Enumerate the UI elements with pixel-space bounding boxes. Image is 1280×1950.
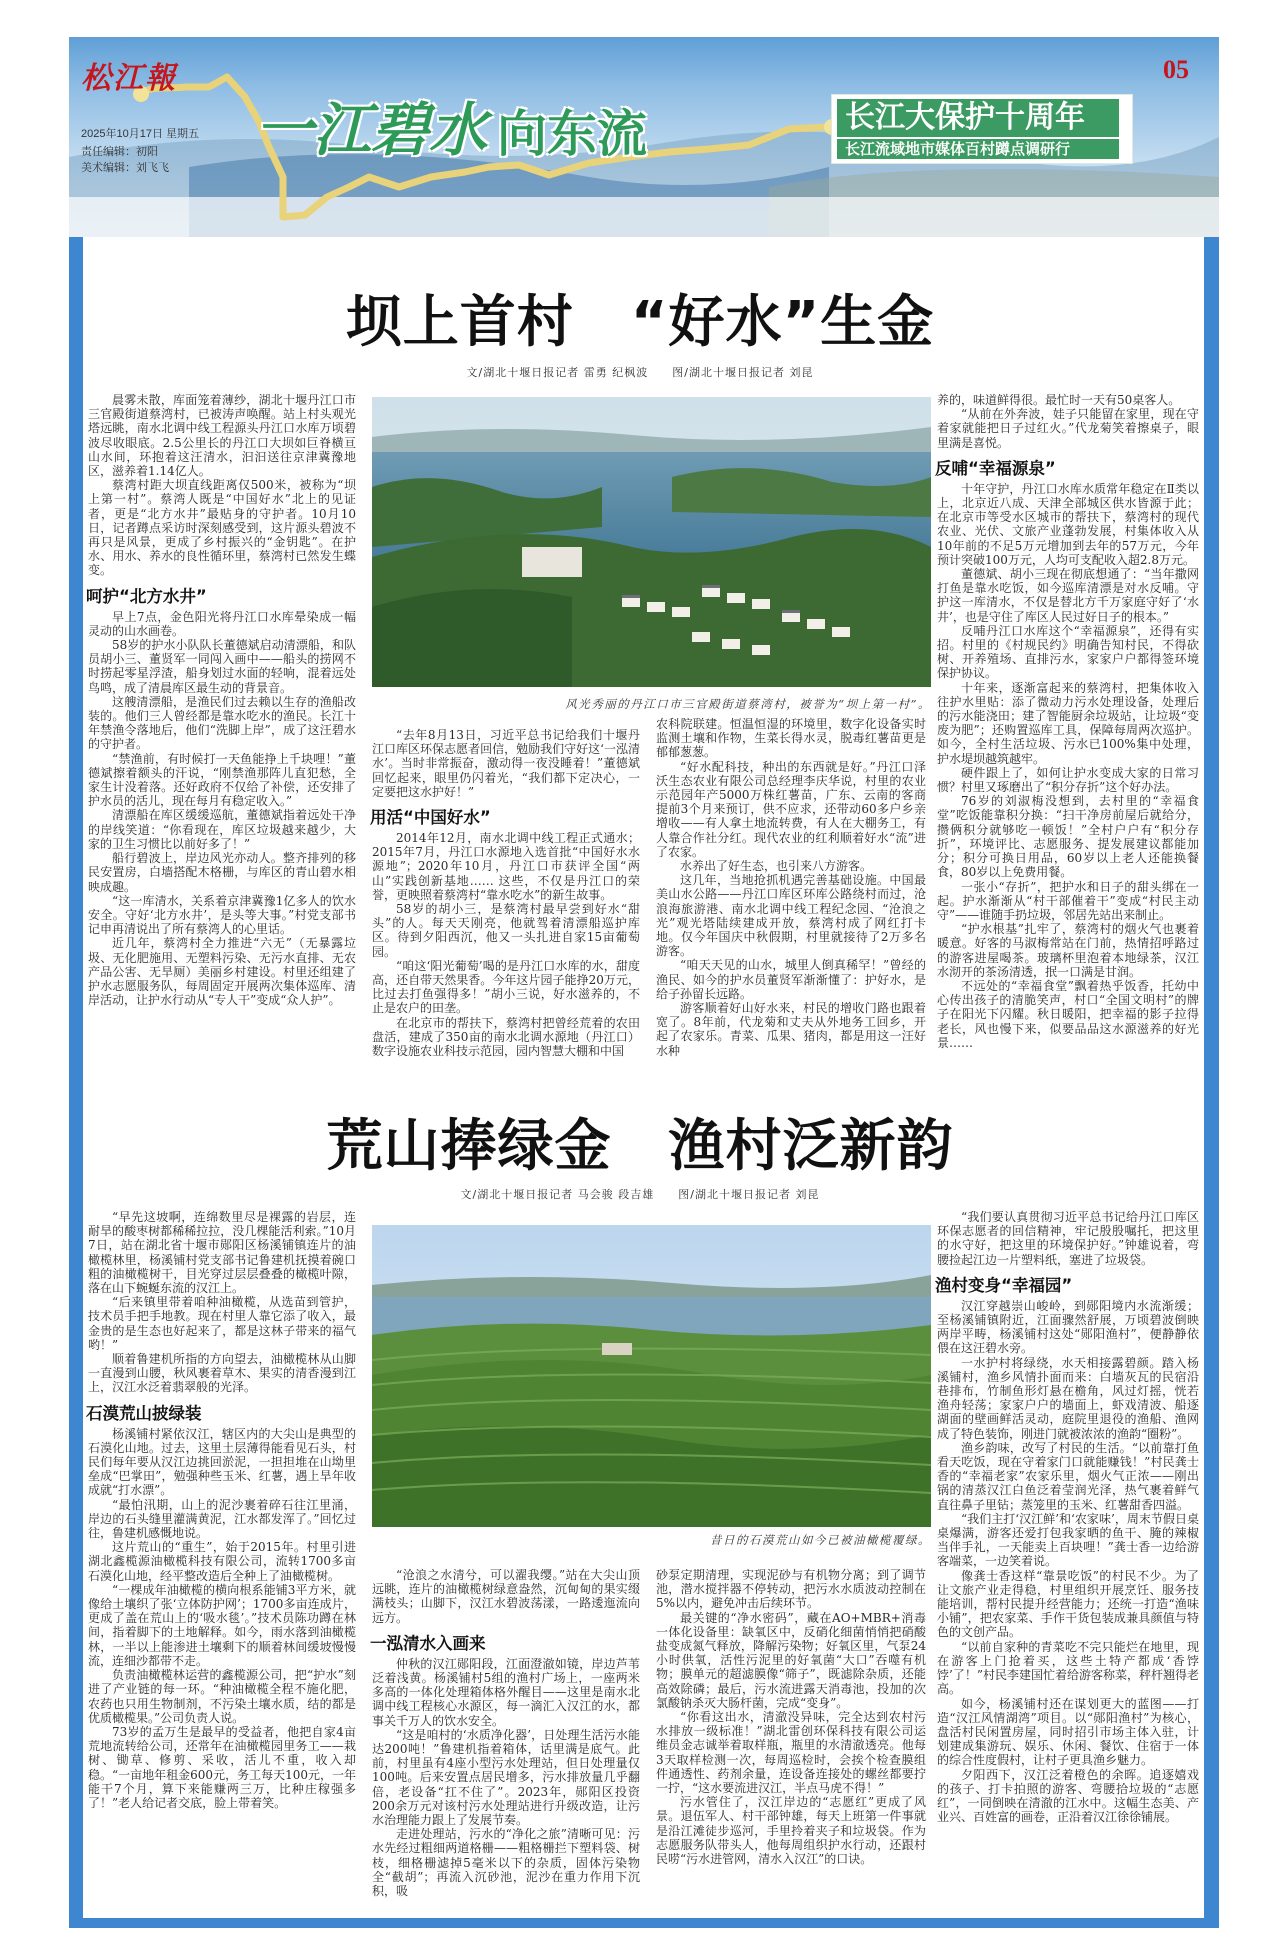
article-paragraph: “从前在外奔波，娃子只能留在家里，现在守着家就能把日子过红火。”代龙菊笑着擦桌子，眼里满是喜悦。 (937, 407, 1199, 450)
article-paragraph: 这艘清漂船，是渔民们过去赖以生存的渔船改装的。他们三人曾经都是靠水吃水的渔民。长江十年禁渔令落地后，他们“洗脚上岸”，成了这汪碧水的守护者。 (88, 694, 356, 752)
section-subheading: 一泓清水入画来 (370, 1633, 486, 1653)
section-subheading: 渔村变身“幸福园” (935, 1275, 1073, 1295)
article-paragraph: 汉江穿越崇山峻岭，到郧阳境内水流渐缓；至杨溪铺镇附近，江面骤然舒展，万顷碧波倒映两岸平畴，杨溪铺村这处“郧阳渔村”，便静静依偎在这汪碧水旁。 (937, 1298, 1199, 1356)
article-paragraph: 在北京市的帮扶下，蔡湾村把曾经荒着的农田盘活，建成了350亩的南水北调水源地（丹江口）数字设施农业科技示范园，园内智慧大棚和中国 (372, 1015, 640, 1059)
article-paragraph: 董德斌、胡小三现在彻底想通了：“当年撒网打鱼是靠水吃饭，如今巡库清漂是对水反哺。守护这一库清水，不仅是替北方千万家庭守好了‘水井’，也是守住了库区人民过好日子的根本。” (937, 567, 1199, 624)
article-paragraph: 船行碧波上，岸边风光亦动人。整齐排列的移民安置房，白墙搭配木格栅，与库区的青山碧水相映成趣。 (88, 851, 356, 894)
series-badge-sub: 长江流域地市媒体百村蹲点调研行 (837, 139, 1119, 159)
article-paragraph: 蔡湾村距大坝直线距离仅500米，被称为“坝上第一村”。蔡湾人既是“中国好水”北上的见证者，更是“北方水井”最贴身的守护者。10月10日，记者蹲点采访时深刻感受到，这片源头碧波不再只是风景，更成了乡村振兴的“金钥匙”。在护水、用水、养水的良性循环里，蔡湾村已然发生蝶变。 (88, 478, 356, 578)
article-paragraph: “好水配科技，种出的东西就是好。”丹江口泽沃生态农业有限公司总经理李庆华说，村里的农业示范园年产5000万株红薯苗，广东、云南的客商提前3个月来预订，供不应求，还带动60多户乡亲增收——有人拿土地流转费，有人在大棚务工，有人靠合作社分红。现代农业的红利顺着好水“流”进了农家。 (656, 759, 926, 859)
article-paragraph: “早先这坡啊，连绵数里尽是裸露的岩层，连耐旱的酸枣树都稀稀拉拉，没几棵能活利索。”10月7日，站在湖北省十堰市郧阳区杨溪铺镇连片的油橄榄林里，杨溪铺村党支部书记鲁建机抚摸着碗口粗的油橄榄树干，目光穿过层层叠叠的橄榄叶隙，落在山下蜿蜒东流的汉江上。 (88, 1210, 356, 1296)
article-paragraph: “咱这‘阳光葡萄’喝的是丹江口水库的水，甜度高，还自带天然果香。今年这片园子能挣20万元，比过去打鱼强得多！”胡小三说，好水滋养的，不止是农户的田垄。 (372, 958, 640, 1016)
article-paragraph: “我们要认真贯彻习近平总书记给丹江口库区环保志愿者的回信精神，牢记殷殷嘱托，把这里的水守好，把这里的环境保护好。”钟雄说着，弯腰捡起江边一片塑料纸，塞进了垃圾袋。 (937, 1210, 1199, 1267)
article-paragraph: 早上7点，金色阳光将丹江口水库晕染成一幅灵动的山水画卷。 (88, 609, 356, 638)
article-paragraph: 污水管住了，汉江岸边的“志愿红”更成了风景。退伍军人、村干部钟雄，每天上班第一件事就是沿江滩徒步巡河，手里拎着夹子和垃圾袋。作为志愿服务队带头人，他每周组织护水行动，还跟村民唠“污水进管网，清水入汉江”的口诀。 (656, 1795, 926, 1867)
article-paragraph: 反哺丹江口水库这个“幸福源泉”，还得有实招。村里的《村规民约》明确告知村民，不得砍树、开养殖场、直排污水，家家户户都得签环境保护协议。 (937, 623, 1199, 681)
article-paragraph: 76岁的刘淑梅没想到，去村里的“幸福食堂”吃饭能靠积分换：“扫干净房前屋后就给分，攒俩积分就够吃一顿饭！”全村户户有“积分存折”，环境评比、志愿服务、提发展建议都能加分；积分可换日用品，60岁以上老人还能换餐食，80岁以上免费用餐。 (937, 794, 1199, 880)
article-paragraph: 十年来，逐渐富起来的蔡湾村，把集体收入往护水里贴：添了微动力污水处理设备，处理后的污水能浇田；建了智能厨余垃圾站，让垃圾“变废为肥”；还购置巡库工具，保障每周两次巡护。如今，全村生活垃圾、污水已100%集中处理，护水堤坝越筑越牢。 (937, 680, 1199, 766)
article-1-column-3 (656, 717, 926, 1058)
article-paragraph: 走进处理站，污水的“净化之旅”清晰可见：污水先经过粗细两道格栅——粗格栅拦下塑料袋、树枝，细格栅滤掉5毫米以下的杂质，固体污染物全“截胡”；再流入沉砂池，泥沙在重力作用下沉积，吸 (372, 1827, 640, 1899)
article-paragraph: 渔乡韵味，改写了村民的生活。“以前靠打鱼看天吃饭，现在守着家门口就能赚钱！”村民龚士香的“幸福老家”农家乐里，烟火气正浓——刚出锅的清蒸汉江白鱼泛着莹润光泽，热气裹着鲜气直往鼻子里钻；蒸笼里的玉米、红薯甜香四溢。 (937, 1440, 1199, 1512)
article-paragraph: 硬件跟上了，如何让护水变成大家的日常习惯？村里又琢磨出了“积分存折”这个好办法。 (937, 765, 1199, 795)
masthead-banner (69, 37, 1219, 237)
article-paragraph: 夕阳西下，汉江泛着橙色的余晖。追逐嬉戏的孩子、打卡拍照的游客、弯腰拾垃圾的“志愿红”，一同倒映在清澈的江水中。这幅生态美、产业兴、百姓富的画卷，正沿着汉江徐徐铺展。 (937, 1767, 1199, 1825)
article-2-column-3 (656, 1568, 926, 1866)
article-paragraph: 2014年12月，南水北调中线工程正式通水；2015年7月，丹江口水源地入选首批“中国好水水源地”；2020年10月，丹江口市获评全国“两山”实践创新基地…… 这些，不仅是丹江口的荣誉，更映照着蔡湾村“靠水吃水”的新生故事。 (372, 831, 640, 902)
article-paragraph: 这片荒山的“重生”，始于2015年。村里引进湖北鑫榄源油橄榄科技有限公司，流转1700多亩石漠化山地，经平整改造后全种上了油橄榄树。 (88, 1540, 356, 1583)
article-paragraph: 如今，杨溪铺村还在谋划更大的蓝图——打造“汉江风情湖湾”项目。以“郧阳渔村”为核心，盘活村民闲置房屋，同时招引市场主体入驻，计划建成集游玩、娱乐、休闲、餐饮、住宿于一体的综合性度假村，让村子更具渔乡魅力。 (937, 1696, 1199, 1768)
article-2-column-1 (88, 1210, 356, 1810)
article-paragraph: 73岁的孟万生是最早的受益者，他把自家4亩荒地流转给公司，还常年在油橄榄园里务工——栽树、锄草、修剪、采收，活儿不重，收入却稳。“一亩地年租金600元，务工每天100元，一年能干7个月，算下来能赚两三万，比种庄稼强多了！”老人给记者交底，脸上带着笑。 (88, 1724, 356, 1810)
article-paragraph: 一水护村将绿绕，水天相接露碧颜。踏入杨溪铺村，渔乡风情扑面而来：白墙灰瓦的民宿沿巷排布，竹制鱼形灯悬在檐角，风过灯摇，恍若渔舟轻荡；家家户户的墙面上，虾戏清波、船逐湖面的壁画鲜活灵动，庭院里退役的渔船、渔网成了特色装饰，刚进门就被浓浓的渔韵“圈粉”。 (937, 1355, 1199, 1441)
article-paragraph: “咱天天见的山水，城里人倒真稀罕！”曾经的渔民、如今的护水员董贤军渐渐懂了：护好水，是给子孙留长远路。 (656, 958, 926, 1001)
article-paragraph: 仲秋的汉江郧阳段，江面澄澈如镜，岸边芦苇泛着浅黄。杨溪铺村5组的渔村广场上，一座两米多高的一体化处理箱体格外醒目——这里是南水北调中线工程核心水源区，每一滴汇入汉江的水，都事关千万人的饮水安全。 (372, 1656, 640, 1728)
article-paragraph: “以前自家种的青菜吃不完只能烂在地里，现在游客上门抢着买，这些土特产都成‘香饽饽’了！”村民李建国忙着给游客称菜，秤杆翘得老高。 (937, 1639, 1199, 1697)
article-paragraph: “这一库清水，关系着京津冀豫1亿多人的饮水安全。守好‘北方水井’，是头等大事。”村党支部书记申再清说出了所有蔡湾人的心里话。 (88, 893, 356, 937)
article-paragraph: 58岁的护水小队队长董德斌启动清漂船，和队员胡小三、董贤军一同闯入画中——船头的捞网不时捞起零星浮渣，船身划过水面的轻响，混着远处鸟鸣，成了清晨库区最生动的背景音。 (88, 638, 356, 695)
reservoir-village-photo (372, 397, 931, 687)
article-1-column-1 (88, 393, 356, 1007)
article-2-column-4 (937, 1210, 1199, 1824)
olive-grove-photo (372, 1225, 931, 1527)
article-2-headline: 荒山捧绿金 渔村泛新韵 (326, 1114, 954, 1179)
article-paragraph: 像龚士香这样“靠景吃饭”的村民不少。为了让文旅产业走得稳，村里组织开展烹饪、服务技能培训，帮村民提升经营能力；还统一打造“渔味小铺”，把农家菜、手作干货包装成兼具颜值与特色的文创产品。 (937, 1568, 1199, 1640)
article-2-column-2 (372, 1568, 640, 1898)
article-paragraph: “这是咱村的‘水质净化器’，日处理生活污水能达200吨！”鲁建机指着箱体，话里满是底气。此前，村里虽有4座小型污水处理站，但日处理量仅100吨。后来安置点居民增多，污水排放量几乎翻倍，老设备“扛不住了”。2023年，郧阳区投资200余万元对该村污水处理站进行升级改造，让污水治理能力跟上了发展节奏。 (372, 1727, 640, 1828)
article-paragraph: 不远处的“幸福食堂”飘着热乎饭香，托幼中心传出孩子的清脆笑声，村口“全国文明村”的牌子在阳光下闪耀。秋日暖阳，把幸福的影子拉得老长，风也慢下来，似要品品这水源滋养的好光景…… (937, 978, 1199, 1050)
article-2-photo (372, 1225, 931, 1527)
article-paragraph: “我们主打‘汉江鲜’和‘农家味’，周末节假日桌桌爆满，游客还爱打包我家晒的鱼干、腌的辣椒当伴手礼，一天能卖上百块哩！”龚士香一边给游客端菜，一边笑着说。 (937, 1511, 1199, 1569)
article-paragraph: 养的，味道鲜得很。最忙时一天有50桌客人。 (937, 393, 1181, 407)
section-title-row (255, 95, 647, 165)
section-subheading: 石漠荒山披绿装 (86, 1403, 202, 1423)
article-paragraph: “后来镇里带着咱种油橄榄，从选苗到管护，技术员手把手地教。现在村里人靠它添了收入，最金贵的是生态也好起来了，都是这林子带来的福气哟！” (88, 1295, 356, 1352)
article-paragraph: 这几年，当地抢抓机遇完善基础设施。中国最美山水公路——丹江口库区环库公路绕村而过，沧浪海旅游港、南水北调中线工程纪念园、“沧浪之光”观光塔陆续建成开放，蔡湾村成了网红打卡地。仅今年国庆中秋假期，村里就接待了2万多名游客。 (656, 873, 926, 959)
issue-date: 2025年10月17日 星期五 (81, 128, 199, 140)
article-paragraph: “禁渔前，有时候打一天鱼能挣上千块哩！”董德斌擦着额头的汗说，“刚禁渔那阵儿直犯愁，全家生计没着落。还好政府不仅给了补偿，还安排了护水员的活儿，现在每月有稳定收入。” (88, 751, 356, 809)
article-paragraph: 近几年，蔡湾村全力推进“六无”（无暴露垃圾、无化肥施用、无塑料污染、无污水直排、无农产品公害、无旱厕）美丽乡村建设。村里还组建了护水志愿服务队，每周固定开展两次集体巡库、清岸活动，让护水行动从“专人干”变成“众人护”。 (88, 936, 356, 1008)
article-paragraph: “去年8月13日，习近平总书记给我们十堰丹江口库区环保志愿者回信，勉励我们守好这‘一泓清水’。当时非常振奋，激动得一夜没睡着！”董德斌回忆起来，眼里仍闪着光，“我们都下定决心，一定要把这水护好！” (372, 728, 640, 799)
article-paragraph: 砂泵定期清理，实现泥砂与有机物分离；到了调节池，潜水搅拌器不停转动，把污水水质波动控制在5%以内，避免冲击后续环节。 (656, 1568, 926, 1611)
article-paragraph: 农科院联建。恒温恒湿的环境里，数字化设备实时监测土壤和作物，生菜长得水灵，脱毒红薯苗更是郁郁葱葱。 (656, 717, 926, 760)
section-subheading: 反哺“幸福源泉” (935, 458, 1056, 478)
article-paragraph: “一棵成年油橄榄的横向根系能铺3平方米，就像给土壤织了张‘立体防护网’；1700多亩连成片，更成了盖在荒山上的‘吸水毯’。”技术员陈功蹲在林间，指着脚下的土地解释。如今，雨水落到油橄榄林，一半以上能渗进土壤剩下的顺着林间缓坡慢慢流，连细沙都带不走。 (88, 1582, 356, 1668)
page-number: 05 (1163, 55, 1189, 84)
article-1-column-2 (372, 728, 640, 1058)
article-paragraph: 顺着鲁建机所指的方向望去，油橄榄林从山脚一直漫到山腰，秋风裹着草木、果实的清香漫到江上，汉江水泛着翡翠般的光泽。 (88, 1352, 356, 1395)
article-paragraph: 杨溪铺村紧依汉江，辖区内的大尖山是典型的石漠化山地。过去，这里土层薄得能看见石头，村民们每年要从汉江边挑回淤泥，一担担堆在山坳里垒成“巴掌田”，勉强种些玉米、红薯，遇上旱年收成就“打水漂”。 (88, 1426, 356, 1498)
article-paragraph: 58岁的胡小三，是蔡湾村最早尝到好水“甜头”的人。每天天刚亮，他就驾着清漂船巡护库区。待到夕阳西沉，他又一头扎进自家15亩葡萄园。 (372, 902, 640, 959)
article-paragraph: 水养出了好生态，也引来八方游客。 (680, 859, 873, 874)
section-title: 向东流 (497, 105, 648, 163)
article-2-byline: 文/湖北十堰日报记者 马会骏 段吉雄 图/湖北十堰日报记者 刘昆 (460, 1188, 820, 1201)
article-1-column-4 (937, 393, 1199, 1050)
article-paragraph: 十年守护，丹江口水库水质常年稳定在Ⅱ类以上，北京近八成、天津全部城区供水皆源于此；在北京市等受水区城市的帮扶下，蔡湾村的现代农业、光伏、文旅产业蓬勃发展，村集体收入从10年前的不足5万元增加到去年的57万元，今年预计突破100万元，人均可支配收入超2.8万元。 (937, 481, 1199, 567)
section-title-calligraphy: 一江碧水 (255, 96, 488, 164)
article-1-headline: 坝上首村 “好水”生金 (345, 290, 935, 355)
series-badge-main: 长江大保护十周年 (837, 99, 1119, 137)
article-paragraph: 一张小“存折”，把护水和日子的甜头绑在一起。护水渐渐从“村干部催着干”变成“村民主动守”——谁随手扔垃圾，邻居先站出来制止。 (937, 879, 1199, 922)
article-1-photo-caption: 风光秀丽的丹江口市三官殿街道蔡湾村，被誉为“坝上第一村”。 (565, 697, 931, 711)
article-paragraph: 游客顺着好山好水来，村民的增收门路也跟着宽了。8年前，代龙菊和丈夫从外地务工回乡，开起了农家乐。青菜、瓜果、猪肉，都是用这一汪好水种 (656, 1001, 926, 1058)
article-paragraph: “沧浪之水清兮，可以濯我缨。”站在大尖山顶远眺，连片的油橄榄树绿意盎然，沉甸甸的果实缀满枝头；山脚下，汉江水碧波荡漾，一路逶迤流向远方。 (372, 1568, 640, 1625)
article-paragraph: 负责油橄榄林运营的鑫榄源公司，把“护水”刻进了产业链的每一环。“种油橄榄全程不施化肥，农药也只用生物制剂，不污染土壤水质，结的都是优质橄榄果。”公司负责人说。 (88, 1668, 356, 1725)
article-paragraph: 最关键的“净水密码”，藏在AO+MBR+消毒一体化设备里：缺氧区中，反硝化细菌悄悄把硝酸盐变成氮气释放，降解污染物；好氧区里，气泵24小时供氧，活性污泥里的好氧菌“大口”吞噬有机物；膜单元的超滤膜像“筛子”，既滤除杂质，还能高效除磷；最后，污水流进露天消毒池，投加的次氯酸钠杀灭大肠杆菌，完成“变身”。 (656, 1610, 926, 1710)
article-paragraph: 晨雾未散，库面笼着薄纱，湖北十堰丹江口市三官殿街道蔡湾村，已被涛声唤醒。站上村头观光塔远眺，南水北调中线工程源头丹江口水库万顷碧波尽收眼底。2.5公里长的丹江口大坝如巨脊横亘山水间，环抱着这汪清水，汩汩送往京津冀豫地区，滋养着1.14亿人。 (88, 393, 356, 479)
section-subheading: 用活“中国好水” (370, 808, 491, 828)
series-badge (831, 94, 1133, 164)
page-frame-bottom (69, 1918, 1219, 1928)
section-subheading: 呵护“北方水井” (86, 586, 207, 606)
article-paragraph: “你看这出水，清澈没异味，完全达到农村污水排放一级标准！”湖北雷创环保科技有限公司运维员金志诚举着取样瓶，瓶里的水清澈透亮。他每3天取样检测一次，每周巡检时，会挨个检查膜组件通透性、药剂余量，连设备连接处的螺丝都要拧一拧，“这水要流进汉江，半点马虎不得！” (656, 1710, 926, 1796)
article-paragraph: “护水根基”扎牢了，蔡湾村的烟火气也裹着暖意。好客的马淑梅常站在门前，热情招呼路过的游客进屋喝茶。玻璃杯里泡着本地绿茶，汉江水沏开的茶汤清透，抿一口满是甘润。 (937, 922, 1199, 979)
editor-credit: 责任编辑：初阳 (81, 146, 158, 158)
art-editor-credit: 美术编辑：刘飞飞 (81, 162, 169, 174)
newspaper-logo: 松江報 (81, 61, 177, 96)
article-1-photo (372, 397, 931, 687)
article-2-photo-caption: 昔日的石漠荒山如今已被油橄榄覆绿。 (710, 1533, 931, 1547)
article-paragraph: 清漂船在库区缓缓巡航，董德斌指着远处干净的岸线笑道：“你看现在，库区垃圾越来越少，大家的卫生习惯比以前好多了！” (88, 808, 356, 851)
article-1-byline: 文/湖北十堰日报记者 雷勇 纪枫波 图/湖北十堰日报记者 刘昆 (466, 366, 814, 379)
article-paragraph: “最怕汛期，山上的泥沙裹着碎石往江里涌，岸边的石头缝里灌满黄泥，江水都发浑了。”回忆过往，鲁建机感慨地说。 (88, 1497, 356, 1541)
